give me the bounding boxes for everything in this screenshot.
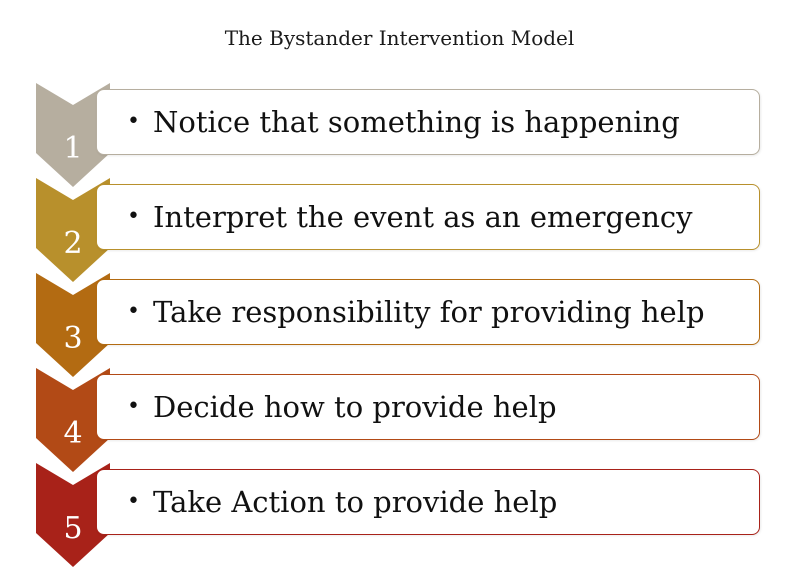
bullet-icon: • (127, 394, 140, 419)
step-2-box (96, 184, 760, 250)
step-5-number: 5 (63, 511, 83, 546)
step-5-box (96, 469, 760, 535)
step-1-box (96, 89, 760, 155)
bullet-icon: • (127, 299, 140, 324)
step-1 (0, 89, 799, 185)
bullet-icon: • (127, 204, 140, 229)
step-3 (0, 279, 799, 375)
diagram-title: The Bystander Intervention Model (224, 26, 575, 50)
step-4-number: 4 (63, 416, 83, 451)
step-4 (0, 374, 799, 470)
step-1-number: 1 (63, 131, 83, 166)
step-5 (0, 469, 799, 565)
step-5-text: Take Action to provide help (153, 485, 558, 519)
step-3-text: Take responsibility for providing help (153, 295, 705, 329)
step-3-number: 3 (63, 321, 83, 356)
step-3-box (96, 279, 760, 345)
step-4-box (96, 374, 760, 440)
step-2 (0, 184, 799, 280)
step-2-number: 2 (63, 226, 83, 261)
step-2-text: Interpret the event as an emergency (153, 200, 693, 234)
bullet-icon: • (127, 489, 140, 514)
bullet-icon: • (127, 109, 140, 134)
step-1-text: Notice that something is happening (153, 105, 680, 139)
step-4-text: Decide how to provide help (153, 390, 557, 424)
